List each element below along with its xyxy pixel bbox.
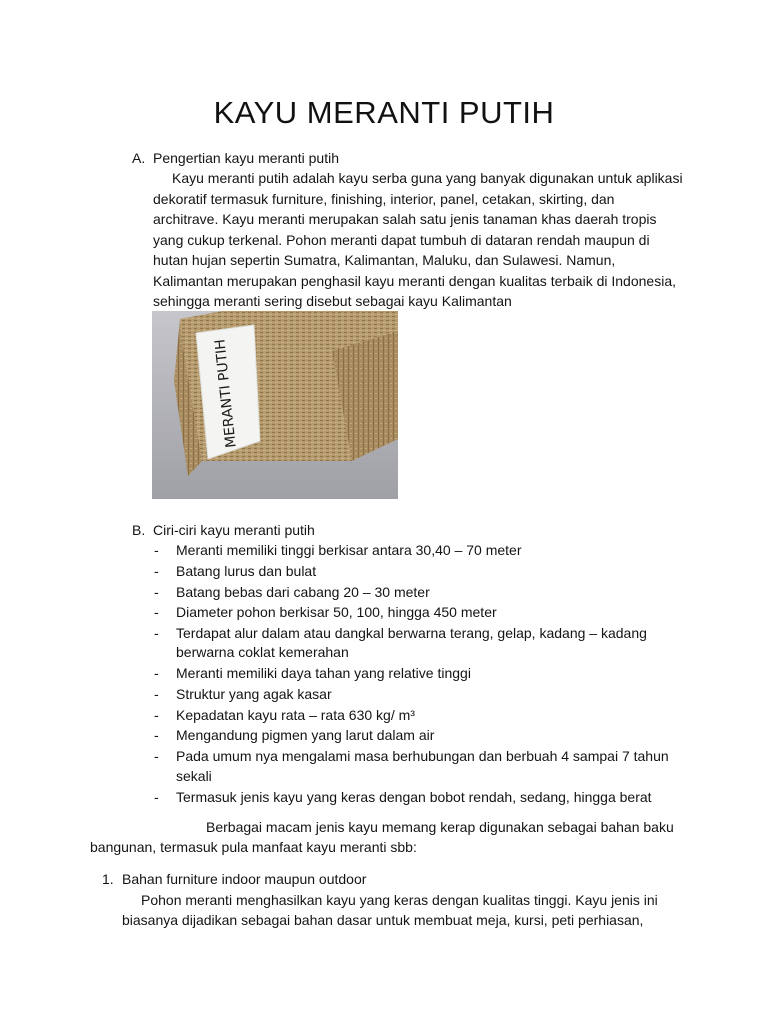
paragraph-line: architrave. Kayu meranti merupakan salah satu jenis tanaman khas daerah tropis xyxy=(153,211,657,227)
list-item: Pada umum nya mengalami masa berhubungan dan berbuah 4 sampai 7 tahun xyxy=(176,748,669,764)
section-1-marker: 1. xyxy=(102,871,114,887)
bullet-dash: - xyxy=(154,665,159,681)
list-item-continuation: sekali xyxy=(176,768,212,784)
photo-label-text: MERANTI PUTIH xyxy=(212,338,240,449)
list-item: Batang bebas dari cabang 20 – 30 meter xyxy=(176,584,430,600)
meranti-wood-photo xyxy=(152,311,398,499)
section-a-marker: A. xyxy=(132,150,146,166)
list-item: Meranti memiliki daya tahan yang relative tinggi xyxy=(176,665,471,681)
list-item: Meranti memiliki tinggi berkisar antara 30,40 – 70 meter xyxy=(176,542,522,558)
list-item: Mengandung pigmen yang larut dalam air xyxy=(176,727,435,743)
list-item-continuation: berwarna coklat kemerahan xyxy=(176,644,349,660)
list-item: Diameter pohon berkisar 50, 100, hingga 450 meter xyxy=(176,604,497,620)
paragraph-line: dekoratif termasuk furniture, finishing, interior, panel, cetakan, skirting, dan xyxy=(153,191,615,207)
list-item: Struktur yang agak kasar xyxy=(176,686,332,702)
bullet-dash: - xyxy=(154,789,159,805)
bullet-dash: - xyxy=(154,686,159,702)
list-item: Termasuk jenis kayu yang keras dengan bobot rendah, sedang, hingga berat xyxy=(176,789,652,805)
paragraph-line: Kayu meranti putih adalah kayu serba guna yang banyak digunakan untuk aplikasi xyxy=(172,170,683,186)
bullet-dash: - xyxy=(154,542,159,558)
section-b-marker: B. xyxy=(132,522,146,538)
bullet-dash: - xyxy=(154,625,159,641)
paragraph-line: hutan hujan sepertin Sumatra, Kalimantan, Maluku, dan Sulawesi. Namun, xyxy=(153,252,616,268)
list-item: Terdapat alur dalam atau dangkal berwarna terang, gelap, kadang – kadang xyxy=(176,625,647,641)
bullet-dash: - xyxy=(154,707,159,723)
bullet-dash: - xyxy=(154,748,159,764)
bullet-dash: - xyxy=(154,584,159,600)
bullet-dash: - xyxy=(154,563,159,579)
paragraph-line: biasanya dijadikan sebagai bahan dasar untuk membuat meja, kursi, peti perhiasan, xyxy=(122,912,644,928)
paragraph-line: sehingga meranti sering disebut sebagai kayu Kalimantan xyxy=(153,293,512,309)
paragraph-line: yang cukup terkenal. Pohon meranti dapat tumbuh di dataran rendah maupun di xyxy=(153,232,650,248)
paragraph-line: bangunan, termasuk pula manfaat kayu meranti sbb: xyxy=(90,839,417,855)
paragraph-line: Kalimantan merupakan penghasil kayu meranti dengan kualitas terbaik di Indonesia, xyxy=(153,273,676,289)
section-a-heading: Pengertian kayu meranti putih xyxy=(153,150,339,166)
paragraph-line: Pohon meranti menghasilkan kayu yang keras dengan kualitas tinggi. Kayu jenis ini xyxy=(141,892,658,908)
section-1-heading: Bahan furniture indoor maupun outdoor xyxy=(122,871,367,887)
section-b-heading: Ciri-ciri kayu meranti putih xyxy=(153,522,315,538)
document-title: KAYU MERANTI PUTIH xyxy=(213,95,555,130)
paragraph-line: Berbagai macam jenis kayu memang kerap digunakan sebagai bahan baku xyxy=(206,819,674,835)
list-item: Batang lurus dan bulat xyxy=(176,563,317,579)
list-item: Kepadatan kayu rata – rata 630 kg/ m³ xyxy=(176,707,415,723)
bullet-dash: - xyxy=(154,727,159,743)
bullet-dash: - xyxy=(154,604,159,620)
